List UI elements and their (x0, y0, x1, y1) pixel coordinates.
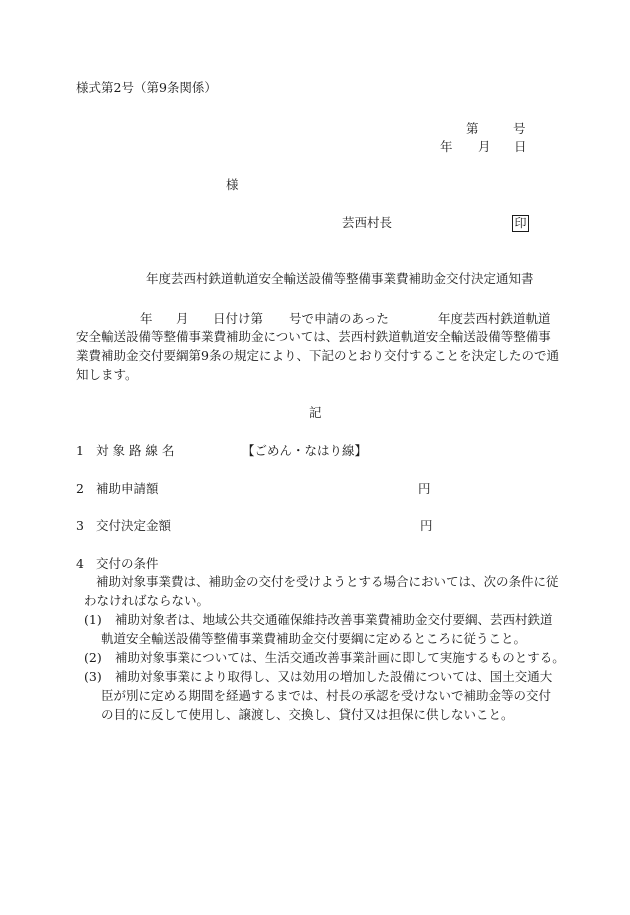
conditions-lead-2: わなければならない。 (84, 593, 210, 608)
intro-application: 号で申請のあった (289, 311, 389, 326)
intro-fiscal-year: 年度芸西村鉄道軌道 (438, 311, 551, 326)
condition-3-line-3: の目的に反して使用し、譲渡し、交換し、貸付又は担保に供しないこと。 (101, 707, 514, 722)
condition-1-line-2: 軌道安全輸送設備等整備事業費補助金交付要綱に定めるところに従うこと。 (101, 631, 527, 646)
intro-line-3: 業費補助金交付要綱第9条の規定により、下記のとおり交付することを決定したので通 (76, 348, 559, 363)
condition-3-mark: (3) (84, 669, 102, 684)
condition-3-line-2: 臣が別に定める期間を経過するまでは、村長の承認を受けないで補助金等の交付 (101, 688, 552, 703)
date-day: 日 (514, 139, 527, 154)
condition-2-line-1: 補助対象事業については、生活交通改善事業計画に即して実施するものとする。 (115, 650, 565, 665)
intro-line-4: 知します。 (76, 367, 138, 382)
addressee-suffix: 様 (226, 177, 239, 192)
document-number-prefix: 第 (466, 121, 479, 136)
item-3-label: 交付決定金額 (96, 518, 172, 533)
document-title: 年度芸西村鉄道軌道安全輸送設備等整備事業費補助金交付決定通知書 (146, 271, 534, 286)
item-1-number: 1 (76, 443, 84, 458)
date-year: 年 (440, 139, 453, 154)
ki-heading: 記 (309, 405, 322, 420)
item-2-label: 補助申請額 (96, 481, 159, 496)
intro-year: 年 (140, 311, 153, 326)
item-2-unit: 円 (418, 481, 431, 496)
condition-3-line-1: 補助対象事業により取得し、又は効用の増加した設備については、国土交通大 (115, 669, 553, 684)
condition-2-mark: (2) (84, 650, 102, 665)
conditions-lead-1: 補助対象事業費は、補助金の交付を受けようとする場合においては、次の条件に従 (96, 574, 559, 589)
date-month: 月 (478, 139, 491, 154)
conditions-heading: 交付の条件 (96, 556, 159, 571)
form-label: 様式第2号（第9条関係） (76, 80, 217, 95)
item-2-number: 2 (76, 481, 84, 496)
seal-stamp: 印 (512, 215, 529, 232)
intro-month: 月 (176, 311, 189, 326)
intro-date-number: 日付け第 (213, 311, 264, 326)
intro-line-2: 安全輸送設備等整備事業費補助金については、芸西村鉄道軌道安全輸送設備等整備事 (76, 329, 551, 344)
item-1-label: 対 象 路 線 名 (96, 443, 175, 458)
item-3-number: 3 (76, 518, 84, 533)
item-1-value: 【ごめん・なはり線】 (242, 443, 368, 458)
conditions-number: 4 (76, 556, 84, 571)
document-number-suffix: 号 (513, 121, 526, 136)
item-3-unit: 円 (420, 518, 433, 533)
issuer: 芸西村長 (342, 215, 393, 230)
condition-1-line-1: 補助対象者は、地域公共交通確保維持改善事業費補助金交付要綱、芸西村鉄道 (115, 612, 553, 627)
condition-1-mark: (1) (84, 612, 102, 627)
